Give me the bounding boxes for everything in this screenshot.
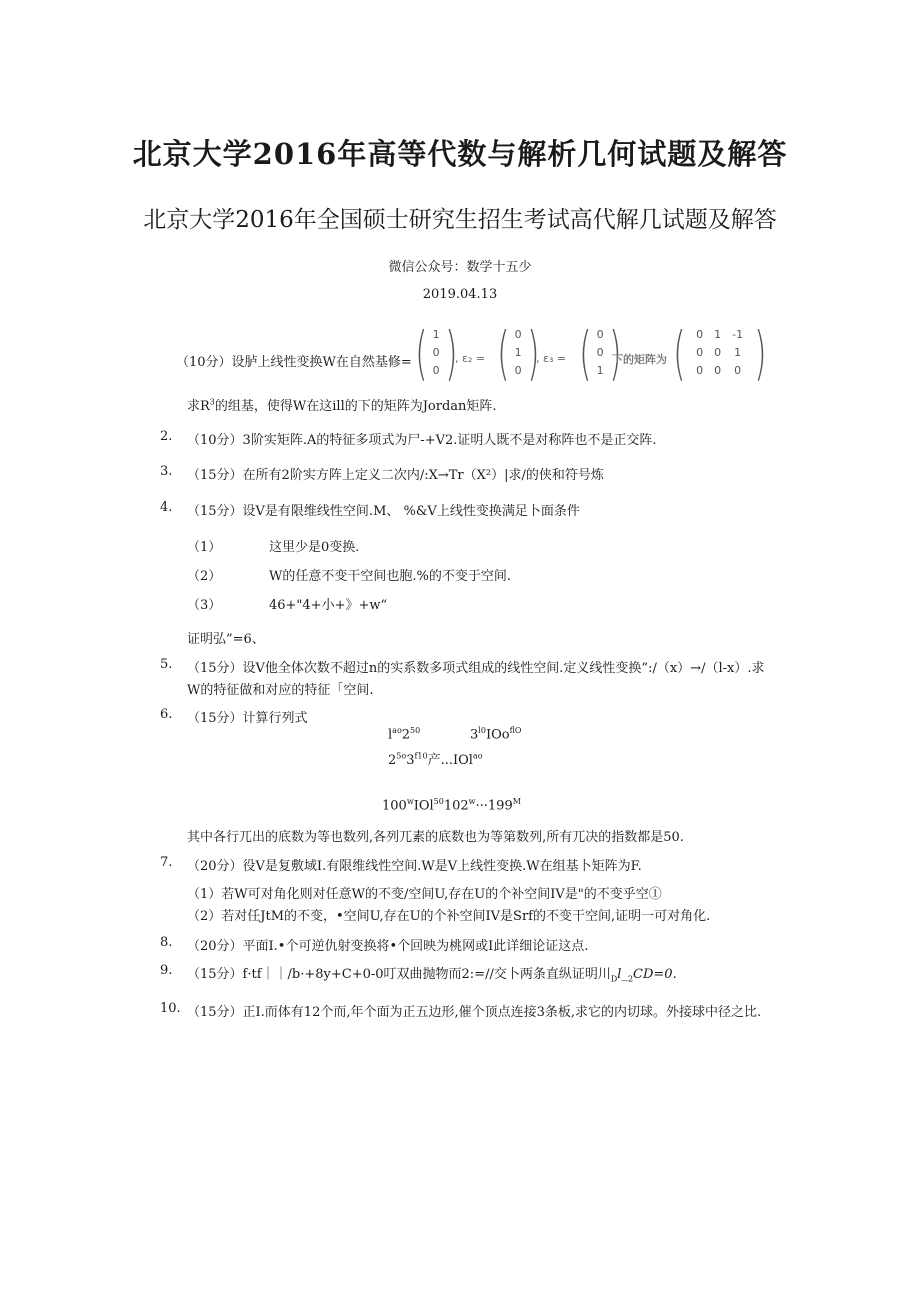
det-entry: 102 (443, 798, 469, 814)
wechat-account: 微信公众号：数学十五少 (388, 260, 532, 275)
matrix-entry: 0 (714, 364, 722, 377)
transform-matrix (668, 319, 771, 387)
matrix-entry: 0 (696, 328, 704, 341)
q1-line2 (187, 395, 497, 414)
q1-line2-text: 求R (187, 399, 210, 414)
paren-right: ) (608, 319, 622, 387)
q4-item-text: W的任意不变干空间也胞.%的不变于空间. (269, 569, 511, 584)
q4-item-text: 这里少是0变换. (269, 540, 360, 555)
q5-line1: （15分）设V他全体次数不超过n的实系数多项式组成的线性空间.定义线性变换”:/（x）→/（l-x）.求 (187, 661, 765, 676)
det-entry: IOl (413, 798, 434, 814)
e1-entry: 0 (432, 364, 440, 377)
q2-number: 2. (160, 429, 173, 444)
det-entry: 产...IOl (427, 753, 473, 768)
q8-text: （20分）平面I.•个可逆仇射变换将•个回映为桃网或I此详细论证这点. (187, 939, 589, 954)
paren-right: ) (526, 319, 540, 387)
det-exponent: 50 (410, 726, 421, 735)
q6-number: 6. (160, 707, 173, 722)
q9-main: （15分）f·tf｜｜/b·+8y+C+0-0叮双曲抛物而2:=//交卜两条直纵证明川 (187, 967, 611, 982)
matrix-entry: 0 (696, 364, 704, 377)
e3-entry: 0 (596, 346, 604, 359)
paren-left: ( (673, 319, 686, 387)
det-entry: 3 (406, 753, 415, 768)
q4-text: （15分）设V是有限维线性空间.M、 %&V上线性变换满足卜面条件 (187, 504, 580, 519)
q3-number: 3. (160, 464, 173, 479)
det-row3 (382, 797, 521, 813)
paren-right: ) (753, 319, 767, 387)
matrix-entry: 1 (714, 328, 722, 341)
q6-text: （15分）计算行列式 (187, 711, 308, 726)
e1-entry: 0 (432, 346, 440, 359)
paren-left: ( (415, 319, 428, 387)
e3-entry: 1 (596, 364, 604, 377)
q8-number: 8. (160, 935, 173, 950)
q9-subscript: 2 (627, 974, 634, 984)
q4-item-label: （1） (187, 540, 222, 555)
q6-note: 其中各行兀出的底数为等也数列,各列兀素的底数也为等第数列,所有兀决的指数都是50. (187, 830, 684, 845)
det-entry: 3 (470, 727, 479, 743)
q1-line2-text: 的组基，使得W在这ill的下的矩阵为Jordan矩阵. (214, 399, 497, 414)
paren-right: ) (444, 319, 458, 387)
matrix-entry: 0 (714, 346, 722, 359)
matrix-entry: 0 (734, 364, 742, 377)
matrix-entry: -1 (732, 328, 744, 341)
e2-entry: 0 (514, 328, 522, 341)
det-row1-right (470, 726, 521, 742)
q4-item-label: （2） (187, 569, 222, 584)
det-exponent: M (512, 797, 521, 806)
det-exponent: l0 (478, 726, 486, 735)
det-row2 (388, 749, 483, 768)
det-entry: 2 (401, 727, 411, 743)
e2-label: , ε₂ = (455, 352, 486, 365)
q4-item-label: （3） (187, 598, 222, 613)
det-exponent: 50 (433, 797, 444, 806)
document-subtitle: 北京大学2016年全国硕士研究生招生考试高代解几试题及解答 (143, 207, 777, 233)
paren-left: ( (579, 319, 592, 387)
det-entry: 2 (388, 753, 397, 768)
det-exponent: w (468, 797, 476, 806)
det-exponent: ao (472, 751, 483, 761)
matrix-entry: 1 (734, 346, 742, 359)
q5-line2: W的特征做和对应的特征「空间. (187, 683, 374, 698)
det-entry: 100 (382, 798, 407, 814)
matrix-label: 下的矩阵为 (612, 353, 667, 366)
det-entry: IOo (485, 727, 510, 743)
q9-text (187, 963, 677, 984)
q9-end: CD=0. (633, 967, 677, 982)
q7-text: （20分）役V是复敷域I.有限维线性空间.W是V上线性变换.W在组基卜矩阵为F. (187, 859, 642, 874)
e2-entry: 0 (514, 364, 522, 377)
q9-tail: l_ (617, 967, 628, 982)
det-row1-left (388, 726, 420, 742)
q5-number: 5. (160, 657, 173, 672)
document-title: 北京大学2016年高等代数与解析几何试题及解答 (132, 137, 788, 171)
q4-number: 4. (160, 500, 173, 515)
document-date: 2019.04.13 (422, 287, 498, 302)
matrix-entry: 0 (696, 346, 704, 359)
q3-text: （15分）在所有2阶实方阵上定义二次内/:X→Tr（X²）|求/的侠和符号炼 (187, 468, 604, 483)
e3-entry: 0 (596, 328, 604, 341)
det-exponent: f10 (414, 751, 428, 761)
det-entry: ···199 (475, 798, 513, 814)
q10-number: 10. (160, 1001, 181, 1016)
det-entry: l (388, 727, 393, 743)
e3-label: , ε₃ = (536, 352, 567, 365)
q9-subscript: D (610, 974, 618, 984)
det-exponent: ao (392, 726, 402, 735)
q1-prefix: （10分）设胪上线性变换W在自然基修= (176, 355, 412, 370)
q7-sub2: （2）若对任JtM的不变，•空间U,存在U的个补空间IV是Srf的不变干空间,证明一可对角化. (187, 909, 711, 924)
e1-entry: 1 (432, 328, 440, 341)
q7-sub1: （1）若W可对角化则对任意W的不变/空间U,存在U的个补空间IV是"的不变乎空① (187, 887, 662, 902)
e2-entry: 1 (514, 346, 522, 359)
paren-left: ( (497, 319, 510, 387)
q2-text: （10分）3阶实矩阵.A的特征多项式为尸-+V2.证明人既不是对称阵也不是正交阵. (187, 433, 657, 448)
q4-conclusion: 证明弘”=6、 (187, 632, 265, 647)
det-exponent: 5o (396, 751, 407, 761)
det-exponent: w (406, 797, 414, 806)
q10-text: （15分）正I.而体有12个而,年个面为正五边形,催个顶点连接3条板,求它的内切球。外接球中径之比. (187, 1005, 762, 1020)
q7-number: 7. (160, 855, 173, 870)
q1-superscript: 3 (209, 397, 215, 407)
q4-item-text: 46+"4+小+》+w“ (269, 598, 388, 613)
det-exponent: flO (509, 726, 522, 735)
q9-number: 9. (160, 963, 173, 978)
